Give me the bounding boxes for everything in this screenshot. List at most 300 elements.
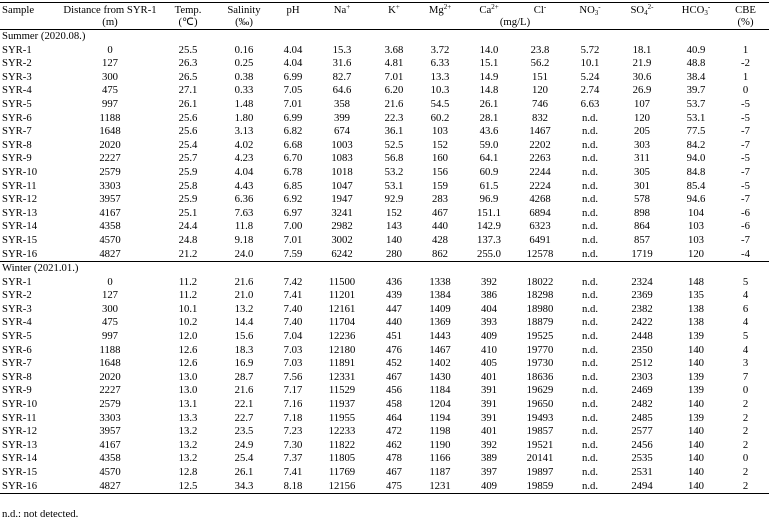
cell-sample: SYR-16 <box>2 247 38 260</box>
cell-k: 476 <box>385 343 403 356</box>
cell-cbe: -7 <box>741 125 750 138</box>
cell-sample: SYR-14 <box>2 452 38 465</box>
cell-no3: n.d. <box>581 165 599 178</box>
cell-no3: n.d. <box>581 384 599 397</box>
cell-mg: 1198 <box>429 425 451 438</box>
cell-temp: 26.1 <box>178 97 198 110</box>
cell-salinity: 21.0 <box>234 289 254 302</box>
cell-ca: 391 <box>480 411 498 424</box>
cell-na: 82.7 <box>332 70 352 83</box>
cell-cl: 2263 <box>529 152 551 165</box>
cell-no3: n.d. <box>581 425 599 438</box>
column-header-superscript: + <box>346 3 351 11</box>
cell-cbe: 2 <box>742 425 749 438</box>
cell-salinity: 14.4 <box>234 316 254 329</box>
cell-ph: 7.18 <box>283 411 303 424</box>
cell-cbe: 2 <box>742 411 749 424</box>
column-subheader-na <box>312 16 372 30</box>
cell-na: 12236 <box>328 330 356 343</box>
cell-cbe: 5 <box>742 275 749 288</box>
cell-so4: 2494 <box>614 480 670 494</box>
cell-so4: 2531 <box>631 466 653 478</box>
cell-cbe: 2 <box>742 438 749 451</box>
cell-hco3: 140 <box>670 480 722 494</box>
cell-distance: 3957 <box>99 193 121 206</box>
table-header <box>0 3 769 30</box>
cell-na: 12161 <box>328 302 356 315</box>
cell-k: 3.68 <box>384 43 404 56</box>
cell-hco3: 140 <box>687 452 705 465</box>
cell-cl: 18022 <box>526 275 554 288</box>
cell-no3: n.d. <box>581 357 599 370</box>
cell-so4: 2382 <box>631 302 653 315</box>
cell-so4: 107 <box>633 97 651 110</box>
cell-so4: 2303 <box>631 370 653 383</box>
cell-mg: 103 <box>431 125 449 138</box>
cell-sample: SYR-6 <box>2 343 32 356</box>
cell-cl: 2224 <box>529 179 551 192</box>
cell-na: 15.3 <box>332 43 352 56</box>
cell-distance: 3303 <box>99 411 121 424</box>
cell-temp: 13.2 <box>178 425 198 438</box>
cell-k: 436 <box>385 275 403 288</box>
cell-ph: 7.41 <box>283 289 303 302</box>
cell-mg: 10.3 <box>430 84 450 97</box>
cell-na: 12331 <box>328 370 356 383</box>
cell-no3: n.d. <box>581 152 599 165</box>
cell-ca: 409 <box>480 330 498 343</box>
cell-distance: 1648 <box>99 125 121 138</box>
cell-temp: 25.8 <box>178 179 198 192</box>
cell-mg: 1384 <box>429 289 451 302</box>
footnote: n.d.: not detected. <box>2 508 79 520</box>
cell-so4: 2485 <box>631 411 653 424</box>
cell-distance: 2579 <box>99 398 121 411</box>
cell-k: 467 <box>385 370 403 383</box>
cell-distance: 4358 <box>99 220 121 233</box>
cell-ca: 64.1 <box>479 152 499 165</box>
cell-ph: 7.17 <box>283 384 303 397</box>
cell-no3: 5.24 <box>580 70 600 83</box>
cell-cl: 18980 <box>526 302 554 315</box>
cell-sample: SYR-5 <box>2 97 32 110</box>
column-header-cl <box>514 3 566 17</box>
cell-ph: 7.40 <box>283 302 303 315</box>
cell-cbe: 1 <box>742 43 749 56</box>
cell-mg: 1430 <box>429 370 451 383</box>
cell-cbe: -5 <box>741 97 750 110</box>
cell-k: 280 <box>385 247 403 260</box>
cell-na: 11822 <box>328 438 356 451</box>
cell-distance: 300 <box>101 70 119 83</box>
cell-cl: 19650 <box>526 398 554 411</box>
cell-cl: 4268 <box>529 193 551 206</box>
column-header-label: Sample <box>2 4 35 16</box>
cell-cl: 19525 <box>526 330 554 343</box>
cell-distance: 4167 <box>99 438 121 451</box>
column-header-label: pH <box>286 4 300 16</box>
cell-so4: 205 <box>633 125 651 138</box>
cell-k: 56.8 <box>384 152 404 165</box>
cell-ph: 7.59 <box>283 247 303 260</box>
cell-salinity: 9.18 <box>234 233 254 246</box>
cell-ca: 405 <box>480 357 498 370</box>
table-row <box>0 357 769 371</box>
cell-ca: 61.5 <box>479 179 499 192</box>
cell-salinity: 34.3 <box>214 480 274 494</box>
cell-temp: 26.5 <box>178 70 198 83</box>
table-body <box>0 30 769 494</box>
cell-distance: 3303 <box>99 179 121 192</box>
cell-so4: 2469 <box>631 384 653 397</box>
cell-so4: 30.6 <box>632 70 652 83</box>
cell-sample: SYR-4 <box>2 316 32 329</box>
cell-ph: 7.04 <box>283 330 303 343</box>
cell-salinity: 0.38 <box>234 70 254 83</box>
column-subheader-hco3 <box>670 16 722 30</box>
cell-mg: 440 <box>431 220 449 233</box>
cell-ph: 6.97 <box>283 206 303 219</box>
cell-na: 64.6 <box>332 84 352 97</box>
cell-ca: 14.9 <box>479 70 499 83</box>
cell-na: 31.6 <box>332 57 352 70</box>
table-row <box>0 220 769 234</box>
cell-k: 92.9 <box>384 193 404 206</box>
cell-distance: 4167 <box>99 206 121 219</box>
table-row <box>0 234 769 248</box>
cell-ph: 6.99 <box>283 111 303 124</box>
cell-cl: 19629 <box>526 384 554 397</box>
cell-ph: 7.30 <box>283 438 303 451</box>
cell-temp: 25.7 <box>178 152 198 165</box>
cell-temp: 11.2 <box>178 275 198 288</box>
cell-hco3: 53.1 <box>686 111 706 124</box>
cell-na: 11529 <box>328 384 356 397</box>
cell-cl: 18636 <box>526 370 554 383</box>
cell-mg: 1402 <box>429 357 451 370</box>
cell-ca: 409 <box>464 480 514 494</box>
cell-no3: n.d. <box>581 193 599 206</box>
cell-hco3: 139 <box>687 370 705 383</box>
cell-na: 1018 <box>331 165 353 178</box>
cell-cbe: 2 <box>742 398 749 411</box>
cell-k: 140 <box>385 233 403 246</box>
cell-cbe: 4 <box>742 316 749 329</box>
cell-sample: SYR-10 <box>2 165 38 178</box>
cell-cl: 20141 <box>526 452 554 465</box>
cell-cbe: 1 <box>742 70 749 83</box>
cell-mg: 1187 <box>429 466 451 478</box>
cell-mg: 3.72 <box>430 43 450 56</box>
cell-cbe: 4 <box>742 343 749 356</box>
column-header-ca <box>464 3 514 17</box>
cell-temp: 21.2 <box>178 247 198 260</box>
cell-sample: SYR-1 <box>2 275 32 288</box>
cell-cl: 151 <box>531 70 549 83</box>
cell-ph: 7.23 <box>283 425 303 438</box>
column-header-superscript: 2+ <box>491 3 499 11</box>
column-header-superscript: 2- <box>647 3 654 11</box>
cell-so4: 857 <box>633 233 651 246</box>
cell-salinity: 25.4 <box>234 452 254 465</box>
cell-na: 11769 <box>328 466 356 478</box>
column-header-label: HCO <box>681 4 705 16</box>
column-header-superscript: - <box>598 3 601 11</box>
cell-k: 36.1 <box>384 125 404 138</box>
cell-k: 6.20 <box>384 84 404 97</box>
table-row <box>0 384 769 398</box>
cell-no3: n.d. <box>581 138 599 151</box>
cell-sample: SYR-13 <box>2 438 38 451</box>
cell-mg: 428 <box>431 233 449 246</box>
cell-cbe: -7 <box>741 233 750 246</box>
cell-salinity: 6.36 <box>234 193 254 206</box>
cell-cl: 18298 <box>526 289 554 302</box>
column-header-subscript: 4 <box>644 9 648 16</box>
cell-k: 143 <box>385 220 403 233</box>
table-row <box>0 316 769 330</box>
cell-distance: 1188 <box>99 343 121 356</box>
cell-hco3: 140 <box>687 398 705 411</box>
cell-salinity: 22.1 <box>234 398 254 411</box>
cell-no3: n.d. <box>581 330 599 343</box>
table-row <box>0 289 769 303</box>
cell-hco3: 39.7 <box>686 84 706 97</box>
cell-ca: 386 <box>480 289 498 302</box>
cell-salinity: 4.04 <box>234 165 254 178</box>
cell-na: 11955 <box>328 411 356 424</box>
cell-no3: n.d. <box>581 343 599 356</box>
cell-hco3: 94.0 <box>686 152 706 165</box>
cell-no3: n.d. <box>581 125 599 138</box>
cell-ph: 7.03 <box>283 343 303 356</box>
cell-salinity: 18.3 <box>234 343 254 356</box>
cell-cbe: -4 <box>741 247 750 260</box>
cell-sample: SYR-13 <box>2 206 38 219</box>
cell-so4: 21.9 <box>632 57 652 70</box>
cell-ca: 14.0 <box>479 43 499 56</box>
cell-no3: n.d. <box>581 411 599 424</box>
cell-hco3: 103 <box>687 233 705 246</box>
cell-sample: SYR-8 <box>2 138 32 151</box>
cell-ca: 142.9 <box>476 220 502 233</box>
cell-hco3: 135 <box>687 289 705 302</box>
column-header-label: Salinity <box>227 4 261 16</box>
cell-so4: 2535 <box>631 452 653 465</box>
section-header-row <box>0 30 769 44</box>
column-header-label: Temp. <box>174 4 202 16</box>
cell-k: 440 <box>385 316 403 329</box>
cell-hco3: 103 <box>687 220 705 233</box>
cell-so4: 864 <box>633 220 651 233</box>
cell-k: 53.2 <box>384 165 404 178</box>
cell-temp: 25.6 <box>178 111 198 124</box>
cell-ca: 393 <box>480 316 498 329</box>
cell-cl: 19897 <box>526 466 554 478</box>
cell-salinity: 4.23 <box>234 152 254 165</box>
cell-no3: 6.63 <box>580 97 600 110</box>
column-header-subscript: 3 <box>594 9 599 16</box>
cell-temp: 12.0 <box>178 330 198 343</box>
column-header-label: Mg <box>428 4 444 16</box>
cell-ca: 59.0 <box>479 138 499 151</box>
cell-salinity: 7.63 <box>234 206 254 219</box>
cell-ca: 26.1 <box>479 97 499 110</box>
water-chemistry-table <box>0 2 769 494</box>
cell-so4: 2456 <box>631 438 653 451</box>
cell-ph: 7.05 <box>283 84 303 97</box>
cell-ph: 7.01 <box>283 233 303 246</box>
cell-no3: n.d. <box>581 111 599 124</box>
cell-salinity: 13.2 <box>234 302 254 315</box>
cell-temp: 13.2 <box>178 438 198 451</box>
cell-cl: 2244 <box>529 165 551 178</box>
cell-mg: 862 <box>431 247 449 260</box>
cell-na: 6242 <box>331 247 353 260</box>
cell-na: 2982 <box>331 220 353 233</box>
cell-cl: 19521 <box>526 438 554 451</box>
cell-ph: 7.40 <box>283 316 303 329</box>
cell-k: 22.3 <box>384 111 404 124</box>
cell-na: 1947 <box>331 193 353 206</box>
cell-sample: SYR-15 <box>2 233 38 246</box>
column-header-label: K <box>388 4 396 16</box>
cell-k: 21.6 <box>384 97 404 110</box>
cell-sample: SYR-11 <box>2 411 37 424</box>
cell-so4: 301 <box>633 179 651 192</box>
cell-salinity: 21.6 <box>234 275 254 288</box>
cell-mg: 1467 <box>429 343 451 356</box>
cell-na: 1083 <box>331 152 353 165</box>
column-header-k <box>372 3 416 17</box>
cell-na: 12233 <box>328 425 356 438</box>
cell-hco3: 94.6 <box>686 193 706 206</box>
cell-ca: 389 <box>480 452 498 465</box>
cell-salinity: 11.8 <box>234 220 254 233</box>
cell-k: 464 <box>385 411 403 424</box>
cell-ph: 6.82 <box>283 125 303 138</box>
cell-hco3: 139 <box>687 411 705 424</box>
cell-k: 475 <box>372 480 416 494</box>
cell-distance: 2227 <box>99 384 121 397</box>
cell-no3: 10.1 <box>580 57 600 70</box>
cell-cl: 19730 <box>526 357 554 370</box>
cell-mg: 1231 <box>416 480 464 494</box>
cell-temp: 25.9 <box>178 193 198 206</box>
cell-na: 1003 <box>331 138 353 151</box>
cell-ph: 7.41 <box>283 466 303 478</box>
cell-k: 472 <box>385 425 403 438</box>
table-row <box>0 166 769 180</box>
column-subheader-sample <box>0 16 58 30</box>
column-subheader-ph <box>274 16 312 30</box>
table-row <box>0 452 769 466</box>
column-subheader-so4 <box>614 16 670 30</box>
cell-ca: 60.9 <box>479 165 499 178</box>
cell-so4: 2350 <box>631 343 653 356</box>
cell-na: 11805 <box>328 452 356 465</box>
table-row <box>0 44 769 58</box>
table-row <box>0 180 769 194</box>
cell-mg: 159 <box>431 179 449 192</box>
cell-cl: 6323 <box>529 220 551 233</box>
cell-no3: n.d. <box>581 302 599 315</box>
cell-na: 12180 <box>328 343 356 356</box>
cell-so4: 1719 <box>631 247 653 260</box>
cell-cbe: 0 <box>742 84 749 97</box>
cell-mg: 1409 <box>429 302 451 315</box>
cell-temp: 24.8 <box>178 233 198 246</box>
column-header-ph <box>274 3 312 17</box>
cell-ca: 137.3 <box>476 233 502 246</box>
cell-salinity: 0.25 <box>234 57 254 70</box>
cell-sample: SYR-9 <box>2 152 32 165</box>
cell-mg: 13.3 <box>430 70 450 83</box>
cell-cl: 19857 <box>526 425 554 438</box>
cell-so4: 303 <box>633 138 651 151</box>
cell-hco3: 77.5 <box>686 125 706 138</box>
unit-label: (mg/L) <box>464 16 566 30</box>
cell-hco3: 53.7 <box>686 97 706 110</box>
cell-no3: n.d. <box>581 206 599 219</box>
table-row <box>0 439 769 453</box>
cell-hco3: 85.4 <box>686 179 706 192</box>
cell-so4: 2577 <box>631 425 653 438</box>
cell-k: 451 <box>385 330 403 343</box>
cell-temp: 25.4 <box>178 138 198 151</box>
cell-ca: 404 <box>480 302 498 315</box>
cell-hco3: 138 <box>687 316 705 329</box>
cell-no3: n.d. <box>581 452 599 465</box>
cell-hco3: 140 <box>687 357 705 370</box>
cell-temp: 25.5 <box>178 43 198 56</box>
cell-salinity: 16.9 <box>234 357 254 370</box>
cell-salinity: 28.7 <box>234 370 254 383</box>
cell-temp: 12.5 <box>162 480 214 494</box>
cell-so4: 578 <box>633 193 651 206</box>
cell-salinity: 26.1 <box>234 466 254 478</box>
cell-salinity: 4.02 <box>234 138 254 151</box>
cell-no3: 2.74 <box>580 84 600 97</box>
cell-distance: 2579 <box>99 165 121 178</box>
table-row <box>0 98 769 112</box>
cell-cl: 832 <box>531 111 549 124</box>
cell-cbe: -7 <box>741 193 750 206</box>
cell-temp: 12.8 <box>178 466 198 478</box>
cell-ca: 14.8 <box>479 84 499 97</box>
cell-ph: 7.42 <box>283 275 303 288</box>
table-row <box>0 344 769 358</box>
cell-mg: 1184 <box>429 384 451 397</box>
cell-distance: 127 <box>101 289 119 302</box>
cell-sample: SYR-12 <box>2 425 38 438</box>
column-subheader-cbe: (%) <box>722 16 769 30</box>
table-row <box>0 152 769 166</box>
cell-mg: 1338 <box>429 275 451 288</box>
cell-salinity: 1.80 <box>234 111 254 124</box>
cell-sample: SYR-3 <box>2 302 32 315</box>
column-header-superscript: + <box>395 3 400 11</box>
cell-cl: 2202 <box>529 138 551 151</box>
cell-cl: 120 <box>531 84 549 97</box>
column-header-no3 <box>566 3 614 17</box>
cell-cl: 23.8 <box>530 43 550 56</box>
section-title: Summer (2020.08.) <box>2 30 86 42</box>
table-row <box>0 371 769 385</box>
cell-hco3: 139 <box>687 330 705 343</box>
cell-k: 478 <box>385 452 403 465</box>
cell-so4: 2369 <box>631 289 653 302</box>
